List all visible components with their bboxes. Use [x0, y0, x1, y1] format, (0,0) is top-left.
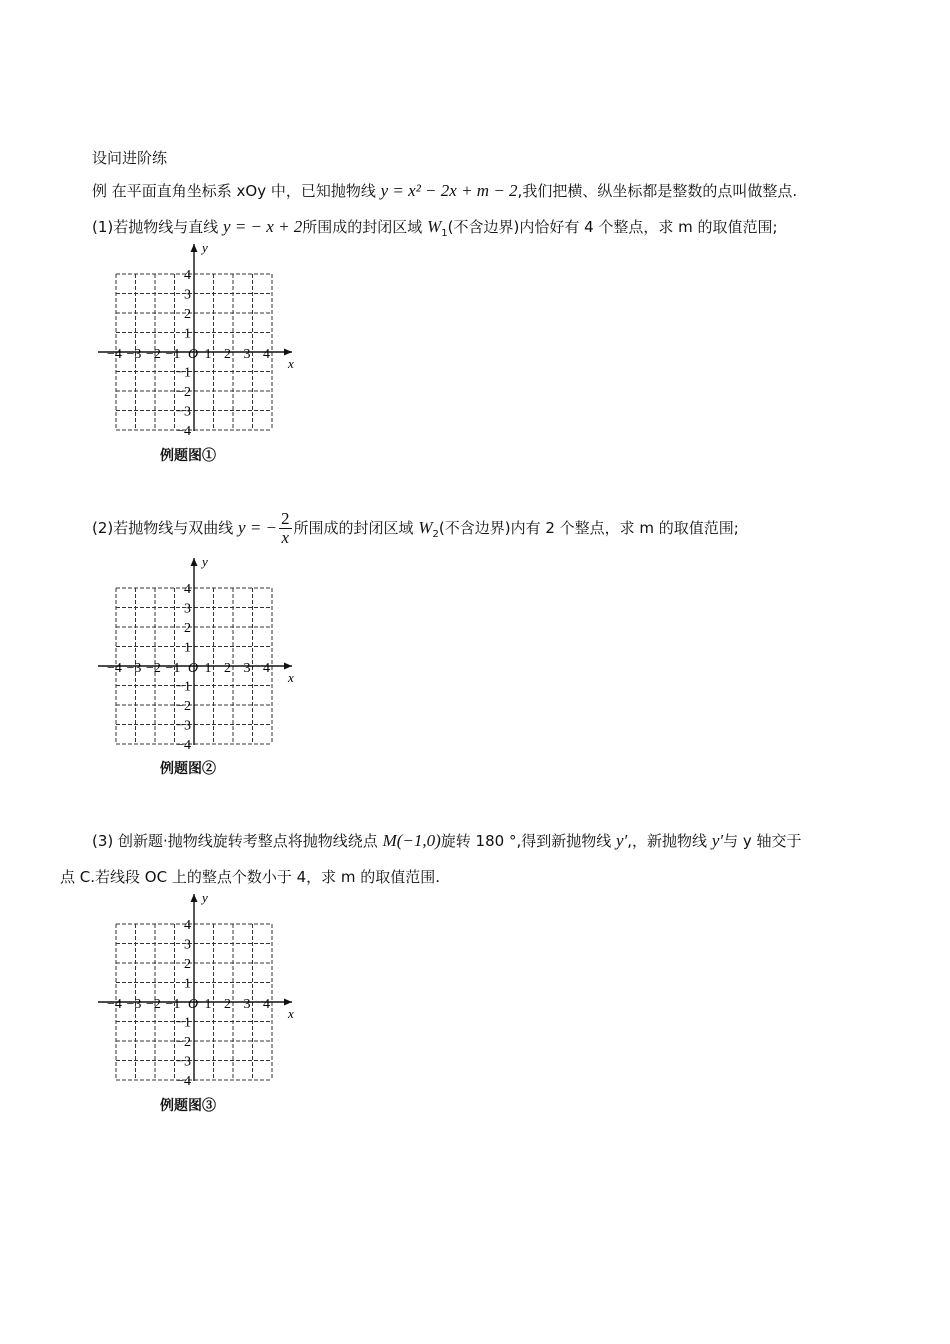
- hyperbola-formula-left: y = −: [238, 518, 278, 537]
- y-tick-label: −3: [176, 1054, 191, 1070]
- x-tick-label: −1: [165, 661, 181, 676]
- x-tick-label: 4: [263, 347, 270, 362]
- y-tick-label: 4: [184, 268, 191, 283]
- x-tick-label: O: [188, 347, 199, 362]
- parabola-formula: y = x² − 2x + m − 2: [380, 181, 518, 200]
- x-tick-label: −2: [146, 997, 161, 1012]
- figure-2-caption: 例题图②: [160, 761, 216, 777]
- y-tick-label: 4: [184, 582, 191, 597]
- coordinate-grid-figure-1: [92, 236, 312, 436]
- x-tick-label: 4: [263, 997, 270, 1012]
- example-suffix: ,我们把横、纵坐标都是整数的点叫做整点.: [517, 182, 798, 200]
- x-tick-label: −3: [126, 661, 142, 676]
- q3-suffix: 与 y 轴交于: [723, 832, 802, 850]
- question-3-line-1: [92, 831, 802, 851]
- new-parabola-symbol-1: y′: [616, 831, 628, 850]
- x-tick-label: −4: [107, 661, 122, 676]
- coordinate-grid-figure-3: [92, 886, 312, 1086]
- x-tick-label: 3: [243, 997, 251, 1012]
- question-2: [92, 508, 739, 555]
- x-tick-label: 1: [204, 347, 212, 362]
- coordinate-grid-figure-2: [92, 550, 312, 750]
- q1-mid: 所围成的封闭区域: [302, 218, 428, 236]
- x-axis-label: x: [288, 670, 294, 685]
- y-axis-label: y: [202, 554, 208, 569]
- y-tick-label: 3: [184, 937, 191, 953]
- question-3-line-2: 点 C.若线段 OC 上的整点个数小于 4，求 m 的取值范围.: [60, 868, 441, 886]
- q2-mid: 所围成的封闭区域: [293, 519, 419, 537]
- y-tick-label: 1: [184, 326, 191, 342]
- y-tick-label: −1: [176, 679, 191, 695]
- x-tick-label: 2: [224, 347, 231, 362]
- q3-mid: 旋转 180 °,得到新抛物线: [440, 832, 616, 850]
- q2-suffix: (不含边界)内有 2 个整点，求 m 的取值范围;: [438, 519, 739, 537]
- x-axis-label: x: [288, 356, 294, 371]
- y-tick-label: −4: [176, 424, 191, 436]
- y-tick-label: 2: [184, 957, 191, 972]
- x-tick-label: 1: [204, 661, 212, 676]
- q3-prefix: (3) 创新题·抛物线旋转考整点将抛物线绕点: [92, 832, 383, 850]
- x-axis-arrow: [284, 663, 292, 670]
- x-tick-label: O: [188, 661, 199, 676]
- region-w1-sub: 1: [441, 228, 448, 239]
- region-w2-sub: 2: [432, 529, 439, 540]
- y-tick-label: 4: [184, 918, 191, 933]
- y-tick-label: 3: [184, 601, 191, 617]
- y-tick-label: −1: [176, 1015, 191, 1031]
- x-axis-arrow: [284, 349, 292, 356]
- y-tick-label: −1: [176, 365, 191, 381]
- y-tick-label: 3: [184, 287, 191, 303]
- y-tick-label: 2: [184, 621, 191, 636]
- x-tick-label: −2: [146, 347, 161, 362]
- y-tick-label: 1: [184, 640, 191, 656]
- fraction-denominator: x: [281, 528, 290, 547]
- y-tick-label: −2: [176, 1035, 191, 1050]
- x-tick-label: 3: [243, 347, 251, 362]
- hyperbola-fraction: [279, 510, 292, 547]
- x-tick-label: −2: [146, 661, 161, 676]
- q2-prefix: (2)若抛物线与双曲线: [92, 519, 239, 537]
- q1-prefix: (1)若抛物线与直线: [92, 218, 224, 236]
- y-tick-label: −2: [176, 385, 191, 400]
- y-tick-label: −4: [176, 1074, 191, 1086]
- x-axis-arrow: [284, 999, 292, 1006]
- y-axis-label: y: [202, 240, 208, 255]
- example-statement: [92, 181, 797, 201]
- x-tick-label: 2: [224, 661, 231, 676]
- x-tick-label: −4: [107, 997, 122, 1012]
- new-parabola-symbol-2: y′: [711, 831, 724, 850]
- x-tick-label: −1: [165, 997, 181, 1012]
- q1-suffix: (不含边界)内恰好有 4 个整点，求 m 的取值范围;: [447, 218, 778, 236]
- figure-3-caption: 例题图③: [160, 1098, 216, 1114]
- q3-mid2: ,，新抛物线: [627, 832, 712, 850]
- x-tick-label: −3: [126, 997, 142, 1012]
- x-tick-label: −1: [165, 347, 181, 362]
- x-tick-label: 2: [224, 997, 231, 1012]
- x-tick-label: 4: [263, 661, 270, 676]
- example-prefix: 例 在平面直角坐标系 xOy 中，已知抛物线: [92, 182, 381, 200]
- line-formula: y = − x + 2: [223, 217, 303, 236]
- y-axis-arrow: [191, 244, 198, 252]
- region-w2: W: [418, 518, 433, 537]
- section-heading: 设问进阶练: [92, 149, 168, 167]
- point-m: M(−1,0): [382, 831, 441, 850]
- x-tick-label: −4: [107, 347, 122, 362]
- fraction-numerator: 2: [281, 509, 290, 528]
- y-axis-arrow: [191, 894, 198, 902]
- y-tick-label: 1: [184, 976, 191, 992]
- x-tick-label: 1: [204, 997, 212, 1012]
- x-tick-label: −3: [126, 347, 142, 362]
- x-tick-label: 3: [243, 661, 251, 676]
- region-w1: W: [427, 217, 442, 236]
- x-axis-label: x: [288, 1006, 294, 1021]
- y-tick-label: 2: [184, 307, 191, 322]
- figure-1-caption: 例题图①: [160, 448, 216, 464]
- y-axis-arrow: [191, 558, 198, 566]
- x-tick-label: O: [188, 997, 199, 1012]
- y-tick-label: −2: [176, 699, 191, 714]
- y-tick-label: −3: [176, 718, 191, 734]
- y-tick-label: −3: [176, 404, 191, 420]
- y-tick-label: −4: [176, 738, 191, 750]
- y-axis-label: y: [202, 890, 208, 905]
